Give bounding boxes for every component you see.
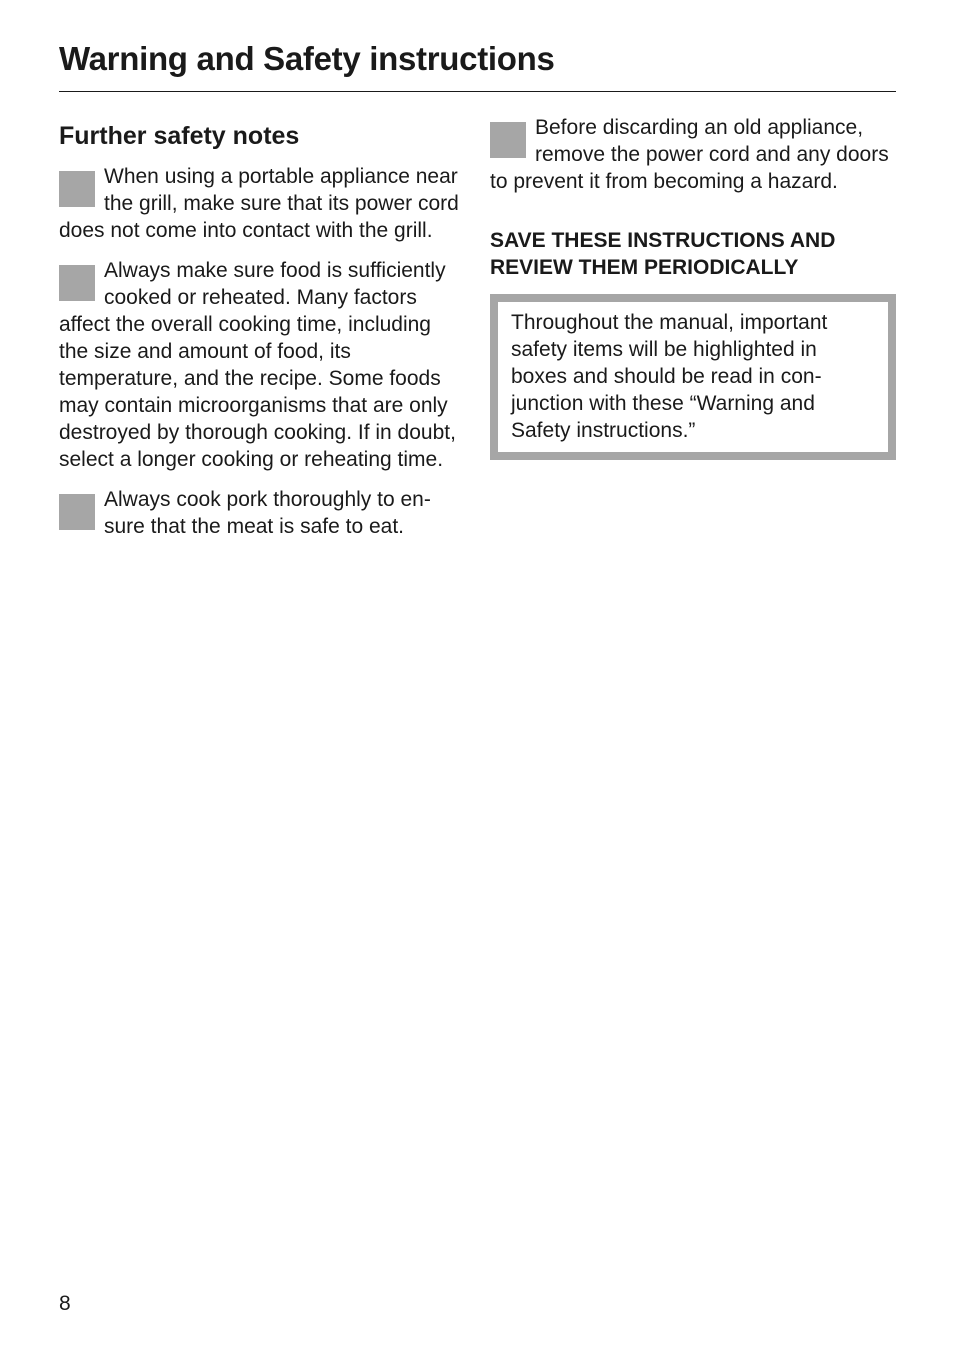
- warning-marker-icon: [59, 494, 95, 530]
- page-number: 8: [59, 1292, 71, 1315]
- page-title: Warning and Safety instructions: [59, 40, 555, 77]
- safety-note: [59, 163, 459, 244]
- warning-marker-icon: [59, 171, 95, 207]
- safety-note: [490, 114, 896, 195]
- safety-note-text: Always make sure food is sufficiently cooked or reheated. Many factors affect the overall cooking time, including the size and amount of food, its temperature, and the recipe. Some foods may contain microorganisms that are only destroyed by thorough cooking. If in doubt, select a longer cooking or reheating time.: [59, 259, 456, 471]
- right-column: [490, 114, 896, 460]
- safety-note: [59, 486, 459, 540]
- safety-note-text: When using a portable appliance near the grill, make sure that its power cord does not come into contact with the grill.: [59, 165, 459, 242]
- section-heading: Further safety notes: [59, 122, 300, 150]
- safety-note-text: Always cook pork thoroughly to ensure that the meat is safe to eat.: [104, 488, 431, 538]
- important-note-text: Throughout the manual, important safety items will be highlighted in boxes and should be read in conjunction with these “Warning and Safety instructions.”: [511, 311, 828, 442]
- important-note-box: [490, 294, 896, 460]
- safety-note: [59, 257, 459, 473]
- warning-marker-icon: [59, 265, 95, 301]
- left-column: [59, 119, 459, 553]
- warning-marker-icon: [490, 122, 526, 158]
- title-divider: [59, 91, 896, 92]
- safety-note-text: Before discarding an old appliance, remove the power cord and any doors to prevent it from becoming a hazard.: [490, 116, 889, 193]
- save-instructions-heading: SAVE THESE INSTRUCTIONS AND REVIEW THEM PERIODICALLY: [490, 229, 836, 279]
